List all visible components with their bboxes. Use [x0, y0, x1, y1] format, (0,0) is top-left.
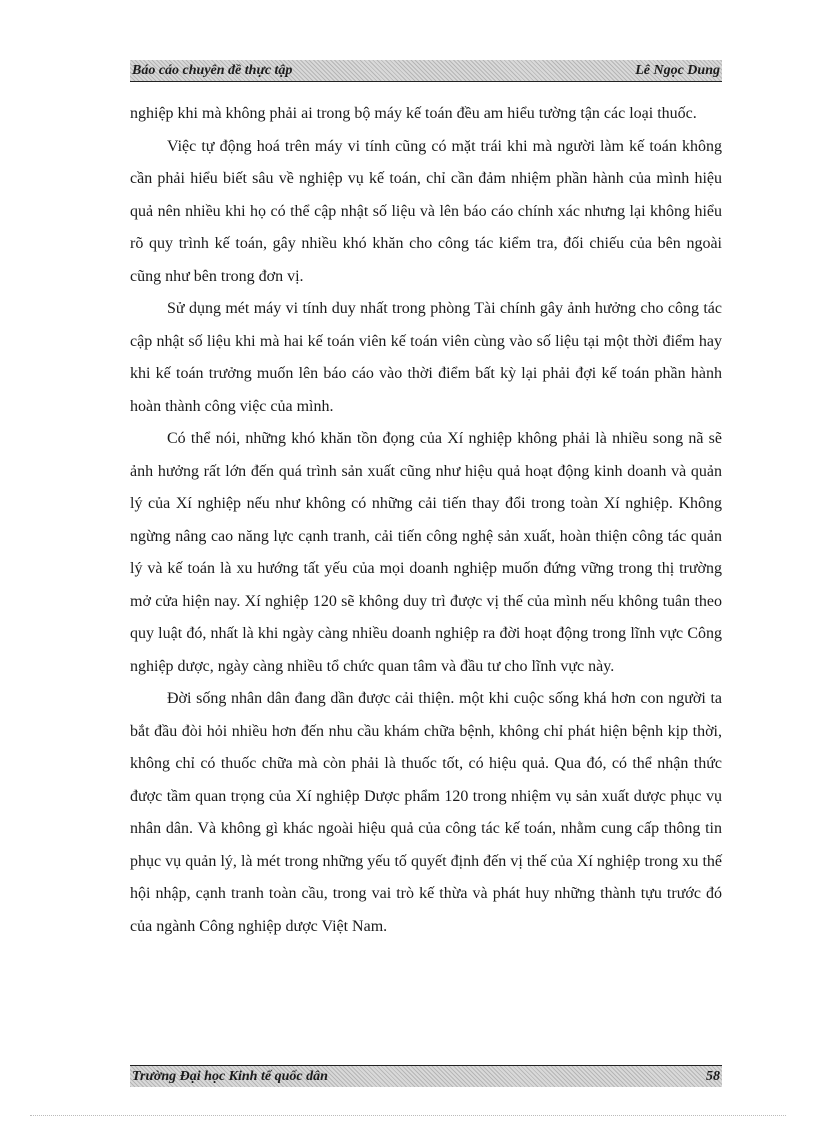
- paragraph: Việc tự động hoá trên máy vi tính cũng có mặt trái khi mà người làm kế toán không cần phải hiểu biết sâu về nghiệp vụ kế toán, chỉ cần đảm nhiệm phần hành của mình hiệu quả nên nhiều khi họ có thể cập nhật số liệu và lên báo cáo chính xác nhưng lại không hiểu rõ quy trình kế toán, gây nhiều khó khăn cho công tác kiểm tra, đối chiếu của bên ngoài cũng như bên trong đơn vị.: [130, 137, 722, 285]
- body-text: [130, 98, 722, 943]
- report-title: Báo cáo chuyên đề thực tập: [132, 62, 293, 78]
- page-number: 58: [706, 1068, 720, 1084]
- page-footer: [130, 1065, 722, 1087]
- page-header: [130, 60, 722, 82]
- university-name: Trường Đại học Kinh tế quốc dân: [132, 1068, 328, 1084]
- author-name: Lê Ngọc Dung: [635, 62, 720, 78]
- paragraph: Có thể nói, những khó khăn tồn đọng của Xí nghiệp không phải là nhiều song nã sẽ ảnh hưởng rất lớn đến quá trình sản xuất cũng như hiệu quả hoạt động kinh doanh và quản lý của Xí nghiệp nếu như không có những cải tiến thay đổi trong toàn Xí nghiệp. Không ngừng nâng cao năng lực cạnh tranh, cải tiến công nghệ sản xuất, hoàn thiện công tác quản lý và kế toán là xu hướng tất yếu của mọi doanh nghiệp muốn đứng vững trong thị trường mở cửa hiện nay. Xí nghiệp 120 sẽ không duy trì được vị thế của mình nếu không tuân theo quy luật đó, nhất là khi ngày càng nhiều doanh nghiệp ra đời hoạt động trong lĩnh vực Công nghiệp dược, ngày càng nhiều tổ chức quan tâm và đầu tư cho lĩnh vực này.: [130, 430, 722, 675]
- page-break-line: [30, 1115, 786, 1116]
- paragraph: Sử dụng mét máy vi tính duy nhất trong phòng Tài chính gây ảnh hưởng cho công tác cập nhật số liệu khi mà hai kế toán viên kế toán viên cùng vào số liệu tại một thời điểm hay khi kế toán trưởng muốn lên báo cáo vào thời điểm bất kỳ lại phải đợi kế toán phần hành hoàn thành công việc của mình.: [130, 300, 722, 415]
- paragraph: nghiệp khi mà không phải ai trong bộ máy kế toán đều am hiểu tường tận các loại thuốc.: [130, 105, 697, 122]
- paragraph: Đời sống nhân dân đang dần được cải thiện. một khi cuộc sống khá hơn con người ta bắt đầu đòi hỏi nhiều hơn đến nhu cầu khám chữa bệnh, không chỉ phát hiện bệnh kịp thời, không chỉ có thuốc chữa mà còn phải là thuốc tốt, có hiệu quả. Qua đó, có thể nhận thức được tầm quan trọng của Xí nghiệp Dược phẩm 120 trong nhiệm vụ sản xuất dược phục vụ nhân dân. Và không gì khác ngoài hiệu quả của công tác kế toán, nhằm cung cấp thông tin phục vụ quản lý, là mét trong những yếu tố quyết định đến vị thế của Xí nghiệp trong xu thế hội nhập, cạnh tranh toàn cầu, trong vai trò kế thừa và phát huy những thành tựu trước đó của ngành Công nghiệp dược Việt Nam.: [130, 690, 722, 935]
